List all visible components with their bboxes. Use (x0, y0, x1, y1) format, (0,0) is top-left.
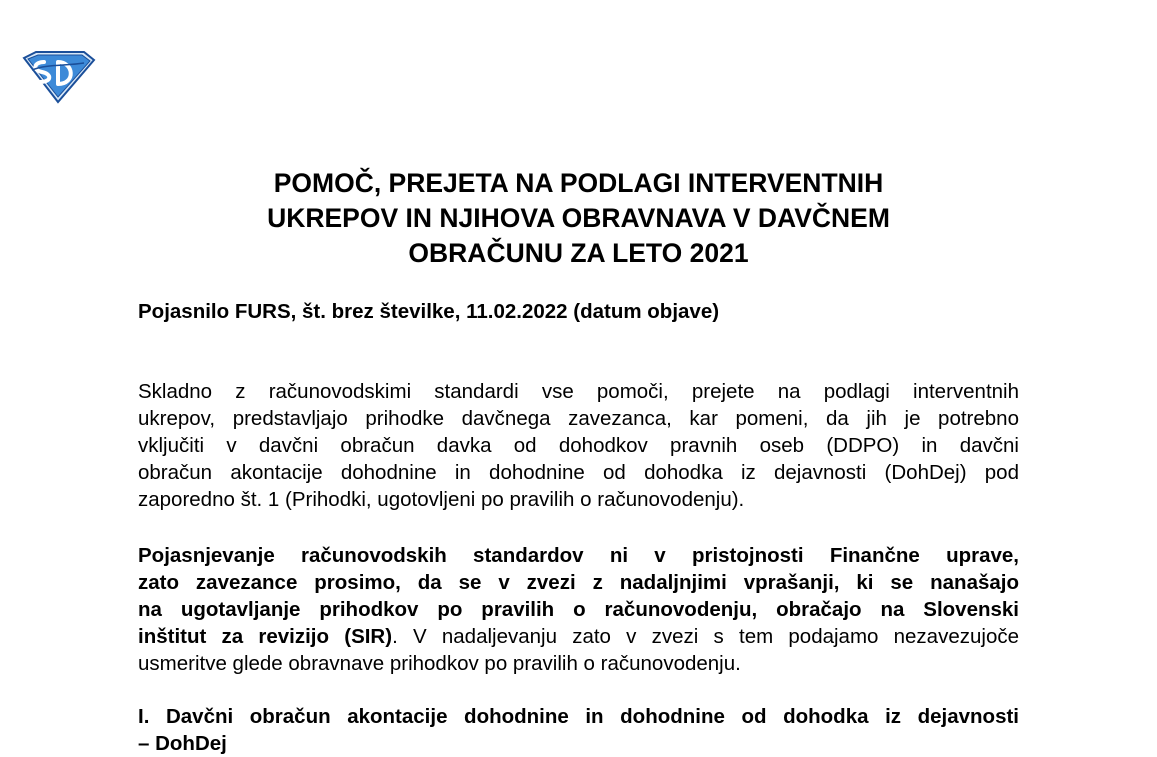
paragraph-2-line (138, 623, 1019, 650)
document-title (140, 166, 1017, 271)
title-line-2: UKREPOV IN NJIHOVA OBRAVNAVA V DAVČNEM (267, 203, 890, 233)
paragraph-1-line: obračun akontacije dohodnine in dohodnine od dohodka iz dejavnosti (DohDej) pod (138, 461, 1019, 484)
paragraph-1-line: zaporedno št. 1 (Prihodki, ugotovljeni po pravilih o računovodenju). (138, 488, 745, 511)
sir-institute-name: inštitut za revizijo (SIR) (138, 625, 393, 648)
paragraph-2-line-4-rest: . V nadaljevanju zato v zvezi s tem podajamo nezavezujoče (392, 625, 1019, 648)
paragraph-2-line: usmeritve glede obravnave prihodkov po pravilih o računovodenju. (138, 652, 741, 675)
section-heading-line: I. Davčni obračun akontacije dohodnine in dohodnine od dohodka iz dejavnosti (138, 705, 1019, 728)
section-heading-line: – DohDej (138, 732, 227, 755)
paragraph-2-line: Pojasnjevanje računovodskih standardov ni v pristojnosti Finančne uprave, (138, 544, 1019, 567)
paragraph-1 (138, 378, 1019, 513)
paragraph-1-line: Skladno z računovodskimi standardi vse pomoči, prejete na podlagi interventnih (138, 380, 1019, 403)
paragraph-2-line: zato zavezance prosimo, da se v zvezi z nadaljnjimi vprašanji, ki se nanašajo (138, 571, 1019, 594)
paragraph-1-line: vključiti v davčni obračun davka od dohodkov pravnih oseb (DDPO) in davčni (138, 434, 1019, 457)
paragraph-1-line: ukrepov, predstavljajo prihodke davčnega zavezanca, kar pomeni, da jih je potrebno (138, 407, 1019, 430)
paragraph-2-line: na ugotavljanje prihodkov po pravilih o računovodenju, obračajo na Slovenski (138, 598, 1019, 621)
document-subtitle: Pojasnilo FURS, št. brez številke, 11.02.2022 (datum objave) (138, 300, 720, 323)
title-line-1: POMOČ, PREJETA NA PODLAGI INTERVENTNIH (273, 168, 884, 198)
company-logo (22, 48, 96, 104)
paragraph-2 (138, 542, 1019, 677)
title-line-3: OBRAČUNU ZA LETO 2021 (408, 238, 749, 268)
logo-icon (22, 48, 96, 104)
section-heading-1 (138, 703, 1019, 757)
